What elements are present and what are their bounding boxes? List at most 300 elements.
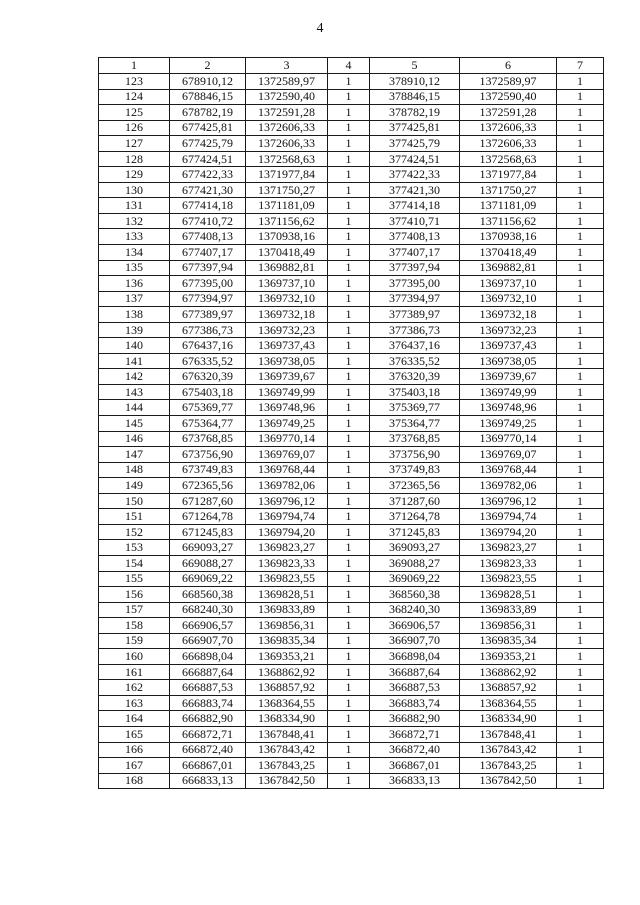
method-cell: 1 (328, 384, 370, 400)
accuracy-cell: 1 (557, 416, 604, 432)
x-coordinate-alt-cell: 375403,18 (370, 384, 460, 400)
x-coordinate-cell: 668240,30 (170, 602, 246, 618)
column-header: 6 (460, 58, 557, 74)
y-coordinate-cell: 1371750,27 (246, 182, 328, 198)
y-coordinate-alt-cell: 1372606,33 (460, 136, 557, 152)
y-coordinate-alt-cell: 1372606,33 (460, 120, 557, 136)
x-coordinate-alt-cell: 375369,77 (370, 400, 460, 416)
x-coordinate-alt-cell: 377394,97 (370, 291, 460, 307)
point-number-cell: 153 (99, 540, 170, 556)
point-number-cell: 167 (99, 758, 170, 774)
y-coordinate-cell: 1371181,09 (246, 198, 328, 214)
x-coordinate-cell: 669069,22 (170, 571, 246, 587)
table-row (99, 291, 604, 307)
table-row (99, 416, 604, 432)
y-coordinate-alt-cell: 1369739,67 (460, 369, 557, 385)
x-coordinate-alt-cell: 368560,38 (370, 587, 460, 603)
point-number-cell: 165 (99, 726, 170, 742)
x-coordinate-cell: 675403,18 (170, 384, 246, 400)
x-coordinate-cell: 666833,13 (170, 773, 246, 789)
method-cell: 1 (328, 322, 370, 338)
x-coordinate-alt-cell: 375364,77 (370, 416, 460, 432)
x-coordinate-cell: 669093,27 (170, 540, 246, 556)
point-number-cell: 128 (99, 151, 170, 167)
accuracy-cell: 1 (557, 120, 604, 136)
y-coordinate-alt-cell: 1369835,34 (460, 633, 557, 649)
y-coordinate-alt-cell: 1369833,89 (460, 602, 557, 618)
table-row (99, 462, 604, 478)
y-coordinate-cell: 1369882,81 (246, 260, 328, 276)
accuracy-cell: 1 (557, 664, 604, 680)
y-coordinate-cell: 1368334,90 (246, 711, 328, 727)
point-number-cell: 160 (99, 649, 170, 665)
accuracy-cell: 1 (557, 493, 604, 509)
x-coordinate-alt-cell: 377397,94 (370, 260, 460, 276)
point-number-cell: 127 (99, 136, 170, 152)
table-body (99, 74, 604, 789)
point-number-cell: 146 (99, 431, 170, 447)
point-number-cell: 149 (99, 478, 170, 494)
y-coordinate-cell: 1369794,74 (246, 509, 328, 525)
x-coordinate-cell: 677425,79 (170, 136, 246, 152)
y-coordinate-cell: 1369769,07 (246, 447, 328, 463)
x-coordinate-cell: 673749,83 (170, 462, 246, 478)
accuracy-cell: 1 (557, 276, 604, 292)
y-coordinate-cell: 1372590,40 (246, 89, 328, 105)
point-number-cell: 136 (99, 276, 170, 292)
accuracy-cell: 1 (557, 338, 604, 354)
x-coordinate-alt-cell: 377386,73 (370, 322, 460, 338)
y-coordinate-alt-cell: 1371181,09 (460, 198, 557, 214)
x-coordinate-alt-cell: 371287,60 (370, 493, 460, 509)
column-header: 1 (99, 58, 170, 74)
accuracy-cell: 1 (557, 136, 604, 152)
x-coordinate-cell: 675369,77 (170, 400, 246, 416)
method-cell: 1 (328, 307, 370, 323)
y-coordinate-alt-cell: 1369828,51 (460, 587, 557, 603)
x-coordinate-alt-cell: 377421,30 (370, 182, 460, 198)
method-cell: 1 (328, 245, 370, 261)
y-coordinate-cell: 1371156,62 (246, 213, 328, 229)
y-coordinate-cell: 1369353,21 (246, 649, 328, 665)
table-row (99, 167, 604, 183)
table-header-row (99, 58, 604, 74)
accuracy-cell: 1 (557, 633, 604, 649)
x-coordinate-alt-cell: 366872,71 (370, 726, 460, 742)
column-header: 4 (328, 58, 370, 74)
y-coordinate-cell: 1369823,55 (246, 571, 328, 587)
method-cell: 1 (328, 369, 370, 385)
accuracy-cell: 1 (557, 711, 604, 727)
y-coordinate-cell: 1367848,41 (246, 726, 328, 742)
x-coordinate-alt-cell: 376335,52 (370, 353, 460, 369)
accuracy-cell: 1 (557, 400, 604, 416)
x-coordinate-alt-cell: 373768,85 (370, 431, 460, 447)
x-coordinate-cell: 677414,18 (170, 198, 246, 214)
accuracy-cell: 1 (557, 74, 604, 90)
y-coordinate-cell: 1369748,96 (246, 400, 328, 416)
point-number-cell: 124 (99, 89, 170, 105)
method-cell: 1 (328, 555, 370, 571)
x-coordinate-cell: 677425,81 (170, 120, 246, 136)
point-number-cell: 139 (99, 322, 170, 338)
table-row (99, 711, 604, 727)
table-row (99, 742, 604, 758)
method-cell: 1 (328, 120, 370, 136)
point-number-cell: 130 (99, 182, 170, 198)
method-cell: 1 (328, 509, 370, 525)
x-coordinate-cell: 672365,56 (170, 478, 246, 494)
y-coordinate-cell: 1369796,12 (246, 493, 328, 509)
x-coordinate-cell: 666898,04 (170, 649, 246, 665)
accuracy-cell: 1 (557, 602, 604, 618)
point-number-cell: 126 (99, 120, 170, 136)
table-row (99, 447, 604, 463)
x-coordinate-alt-cell: 366872,40 (370, 742, 460, 758)
table-row (99, 431, 604, 447)
table-row (99, 695, 604, 711)
accuracy-cell: 1 (557, 462, 604, 478)
y-coordinate-cell: 1369823,33 (246, 555, 328, 571)
y-coordinate-alt-cell: 1370938,16 (460, 229, 557, 245)
point-number-cell: 148 (99, 462, 170, 478)
x-coordinate-alt-cell: 377414,18 (370, 198, 460, 214)
x-coordinate-cell: 677407,17 (170, 245, 246, 261)
y-coordinate-cell: 1367843,42 (246, 742, 328, 758)
x-coordinate-alt-cell: 366887,53 (370, 680, 460, 696)
y-coordinate-alt-cell: 1369353,21 (460, 649, 557, 665)
method-cell: 1 (328, 447, 370, 463)
y-coordinate-cell: 1369835,34 (246, 633, 328, 649)
method-cell: 1 (328, 649, 370, 665)
x-coordinate-cell: 666906,57 (170, 618, 246, 634)
x-coordinate-cell: 678846,15 (170, 89, 246, 105)
y-coordinate-alt-cell: 1369732,18 (460, 307, 557, 323)
y-coordinate-alt-cell: 1372591,28 (460, 105, 557, 121)
y-coordinate-alt-cell: 1372568,63 (460, 151, 557, 167)
point-number-cell: 168 (99, 773, 170, 789)
y-coordinate-alt-cell: 1370418,49 (460, 245, 557, 261)
table-row (99, 618, 604, 634)
method-cell: 1 (328, 773, 370, 789)
point-number-cell: 140 (99, 338, 170, 354)
x-coordinate-cell: 677410,72 (170, 213, 246, 229)
table-row (99, 509, 604, 525)
table-row (99, 322, 604, 338)
x-coordinate-cell: 666882,90 (170, 711, 246, 727)
accuracy-cell: 1 (557, 540, 604, 556)
table-row (99, 571, 604, 587)
y-coordinate-alt-cell: 1369794,20 (460, 524, 557, 540)
point-number-cell: 135 (99, 260, 170, 276)
accuracy-cell: 1 (557, 555, 604, 571)
y-coordinate-alt-cell: 1368862,92 (460, 664, 557, 680)
point-number-cell: 132 (99, 213, 170, 229)
x-coordinate-cell: 666883,74 (170, 695, 246, 711)
accuracy-cell: 1 (557, 245, 604, 261)
coordinates-table (98, 57, 604, 789)
x-coordinate-alt-cell: 371245,83 (370, 524, 460, 540)
column-header: 2 (170, 58, 246, 74)
y-coordinate-cell: 1371977,84 (246, 167, 328, 183)
accuracy-cell: 1 (557, 167, 604, 183)
y-coordinate-cell: 1369739,67 (246, 369, 328, 385)
y-coordinate-alt-cell: 1369823,33 (460, 555, 557, 571)
point-number-cell: 156 (99, 587, 170, 603)
y-coordinate-alt-cell: 1371977,84 (460, 167, 557, 183)
column-header: 3 (246, 58, 328, 74)
accuracy-cell: 1 (557, 322, 604, 338)
x-coordinate-cell: 678910,12 (170, 74, 246, 90)
x-coordinate-cell: 666867,01 (170, 758, 246, 774)
y-coordinate-alt-cell: 1368334,90 (460, 711, 557, 727)
point-number-cell: 138 (99, 307, 170, 323)
y-coordinate-cell: 1367843,25 (246, 758, 328, 774)
y-coordinate-cell: 1369823,27 (246, 540, 328, 556)
point-number-cell: 158 (99, 618, 170, 634)
method-cell: 1 (328, 524, 370, 540)
y-coordinate-cell: 1369768,44 (246, 462, 328, 478)
y-coordinate-cell: 1367842,50 (246, 773, 328, 789)
method-cell: 1 (328, 726, 370, 742)
accuracy-cell: 1 (557, 353, 604, 369)
accuracy-cell: 1 (557, 260, 604, 276)
y-coordinate-alt-cell: 1369732,23 (460, 322, 557, 338)
table-row (99, 307, 604, 323)
y-coordinate-alt-cell: 1369823,27 (460, 540, 557, 556)
y-coordinate-alt-cell: 1369770,14 (460, 431, 557, 447)
accuracy-cell: 1 (557, 773, 604, 789)
x-coordinate-cell: 677424,51 (170, 151, 246, 167)
x-coordinate-alt-cell: 366898,04 (370, 649, 460, 665)
y-coordinate-alt-cell: 1369749,25 (460, 416, 557, 432)
y-coordinate-cell: 1369828,51 (246, 587, 328, 603)
method-cell: 1 (328, 540, 370, 556)
y-coordinate-cell: 1369732,10 (246, 291, 328, 307)
table-row (99, 353, 604, 369)
x-coordinate-cell: 677408,13 (170, 229, 246, 245)
table-row (99, 664, 604, 680)
y-coordinate-cell: 1369833,89 (246, 602, 328, 618)
method-cell: 1 (328, 571, 370, 587)
table-row (99, 400, 604, 416)
table-row (99, 276, 604, 292)
y-coordinate-alt-cell: 1367848,41 (460, 726, 557, 742)
column-header: 7 (557, 58, 604, 74)
point-number-cell: 137 (99, 291, 170, 307)
method-cell: 1 (328, 229, 370, 245)
x-coordinate-cell: 671264,78 (170, 509, 246, 525)
table-row (99, 478, 604, 494)
method-cell: 1 (328, 695, 370, 711)
x-coordinate-alt-cell: 377395,00 (370, 276, 460, 292)
method-cell: 1 (328, 493, 370, 509)
method-cell: 1 (328, 618, 370, 634)
point-number-cell: 161 (99, 664, 170, 680)
point-number-cell: 163 (99, 695, 170, 711)
y-coordinate-alt-cell: 1367843,42 (460, 742, 557, 758)
y-coordinate-cell: 1370418,49 (246, 245, 328, 261)
table-row (99, 369, 604, 385)
y-coordinate-alt-cell: 1368364,55 (460, 695, 557, 711)
method-cell: 1 (328, 74, 370, 90)
accuracy-cell: 1 (557, 431, 604, 447)
point-number-cell: 125 (99, 105, 170, 121)
table-row (99, 633, 604, 649)
x-coordinate-alt-cell: 376437,16 (370, 338, 460, 354)
accuracy-cell: 1 (557, 369, 604, 385)
accuracy-cell: 1 (557, 384, 604, 400)
y-coordinate-alt-cell: 1367842,50 (460, 773, 557, 789)
table-row (99, 680, 604, 696)
y-coordinate-alt-cell: 1369732,10 (460, 291, 557, 307)
method-cell: 1 (328, 587, 370, 603)
column-header: 5 (370, 58, 460, 74)
table-row (99, 587, 604, 603)
method-cell: 1 (328, 151, 370, 167)
y-coordinate-cell: 1369770,14 (246, 431, 328, 447)
accuracy-cell: 1 (557, 182, 604, 198)
y-coordinate-alt-cell: 1369823,55 (460, 571, 557, 587)
method-cell: 1 (328, 276, 370, 292)
x-coordinate-cell: 673756,90 (170, 447, 246, 463)
table-row (99, 493, 604, 509)
point-number-cell: 155 (99, 571, 170, 587)
table-row (99, 649, 604, 665)
point-number-cell: 133 (99, 229, 170, 245)
x-coordinate-alt-cell: 366882,90 (370, 711, 460, 727)
y-coordinate-alt-cell: 1369796,12 (460, 493, 557, 509)
y-coordinate-cell: 1369749,25 (246, 416, 328, 432)
method-cell: 1 (328, 633, 370, 649)
table-row (99, 120, 604, 136)
table-row (99, 773, 604, 789)
y-coordinate-cell: 1372589,97 (246, 74, 328, 90)
table-row (99, 602, 604, 618)
accuracy-cell: 1 (557, 478, 604, 494)
point-number-cell: 147 (99, 447, 170, 463)
x-coordinate-alt-cell: 377410,71 (370, 213, 460, 229)
y-coordinate-cell: 1369782,06 (246, 478, 328, 494)
x-coordinate-alt-cell: 366867,01 (370, 758, 460, 774)
y-coordinate-alt-cell: 1371156,62 (460, 213, 557, 229)
x-coordinate-cell: 675364,77 (170, 416, 246, 432)
method-cell: 1 (328, 664, 370, 680)
point-number-cell: 123 (99, 74, 170, 90)
method-cell: 1 (328, 742, 370, 758)
y-coordinate-alt-cell: 1369856,31 (460, 618, 557, 634)
table-row (99, 555, 604, 571)
accuracy-cell: 1 (557, 618, 604, 634)
accuracy-cell: 1 (557, 447, 604, 463)
point-number-cell: 141 (99, 353, 170, 369)
point-number-cell: 159 (99, 633, 170, 649)
y-coordinate-alt-cell: 1368857,92 (460, 680, 557, 696)
table-row (99, 338, 604, 354)
x-coordinate-alt-cell: 366833,13 (370, 773, 460, 789)
table-row (99, 229, 604, 245)
y-coordinate-alt-cell: 1369738,05 (460, 353, 557, 369)
method-cell: 1 (328, 136, 370, 152)
table-row (99, 182, 604, 198)
accuracy-cell: 1 (557, 726, 604, 742)
table-row (99, 260, 604, 276)
x-coordinate-alt-cell: 369088,27 (370, 555, 460, 571)
y-coordinate-alt-cell: 1372589,97 (460, 74, 557, 90)
accuracy-cell: 1 (557, 758, 604, 774)
y-coordinate-alt-cell: 1372590,40 (460, 89, 557, 105)
x-coordinate-cell: 677397,94 (170, 260, 246, 276)
y-coordinate-alt-cell: 1369794,74 (460, 509, 557, 525)
y-coordinate-cell: 1369732,23 (246, 322, 328, 338)
accuracy-cell: 1 (557, 229, 604, 245)
x-coordinate-alt-cell: 378910,12 (370, 74, 460, 90)
x-coordinate-cell: 677394,97 (170, 291, 246, 307)
x-coordinate-alt-cell: 373749,83 (370, 462, 460, 478)
method-cell: 1 (328, 338, 370, 354)
accuracy-cell: 1 (557, 524, 604, 540)
method-cell: 1 (328, 711, 370, 727)
accuracy-cell: 1 (557, 742, 604, 758)
method-cell: 1 (328, 416, 370, 432)
table-row (99, 758, 604, 774)
method-cell: 1 (328, 462, 370, 478)
table-row (99, 89, 604, 105)
method-cell: 1 (328, 89, 370, 105)
y-coordinate-cell: 1372606,33 (246, 136, 328, 152)
y-coordinate-cell: 1372568,63 (246, 151, 328, 167)
table-row (99, 105, 604, 121)
y-coordinate-cell: 1369737,10 (246, 276, 328, 292)
x-coordinate-alt-cell: 371264,78 (370, 509, 460, 525)
x-coordinate-cell: 666872,40 (170, 742, 246, 758)
point-number-cell: 150 (99, 493, 170, 509)
y-coordinate-cell: 1369738,05 (246, 353, 328, 369)
x-coordinate-alt-cell: 377408,13 (370, 229, 460, 245)
x-coordinate-cell: 671287,60 (170, 493, 246, 509)
point-number-cell: 131 (99, 198, 170, 214)
x-coordinate-alt-cell: 368240,30 (370, 602, 460, 618)
x-coordinate-cell: 671245,83 (170, 524, 246, 540)
point-number-cell: 134 (99, 245, 170, 261)
x-coordinate-cell: 677422,33 (170, 167, 246, 183)
point-number-cell: 144 (99, 400, 170, 416)
accuracy-cell: 1 (557, 307, 604, 323)
accuracy-cell: 1 (557, 649, 604, 665)
x-coordinate-alt-cell: 377389,97 (370, 307, 460, 323)
point-number-cell: 164 (99, 711, 170, 727)
table-row (99, 198, 604, 214)
y-coordinate-alt-cell: 1367843,25 (460, 758, 557, 774)
y-coordinate-alt-cell: 1369748,96 (460, 400, 557, 416)
accuracy-cell: 1 (557, 198, 604, 214)
x-coordinate-cell: 666887,53 (170, 680, 246, 696)
x-coordinate-cell: 677389,97 (170, 307, 246, 323)
y-coordinate-alt-cell: 1369749,99 (460, 384, 557, 400)
table-row (99, 136, 604, 152)
y-coordinate-cell: 1369732,18 (246, 307, 328, 323)
y-coordinate-alt-cell: 1369737,10 (460, 276, 557, 292)
point-number-cell: 142 (99, 369, 170, 385)
point-number-cell: 162 (99, 680, 170, 696)
x-coordinate-cell: 673768,85 (170, 431, 246, 447)
y-coordinate-cell: 1372606,33 (246, 120, 328, 136)
y-coordinate-cell: 1372591,28 (246, 105, 328, 121)
method-cell: 1 (328, 198, 370, 214)
y-coordinate-alt-cell: 1369768,44 (460, 462, 557, 478)
accuracy-cell: 1 (557, 509, 604, 525)
y-coordinate-alt-cell: 1369769,07 (460, 447, 557, 463)
